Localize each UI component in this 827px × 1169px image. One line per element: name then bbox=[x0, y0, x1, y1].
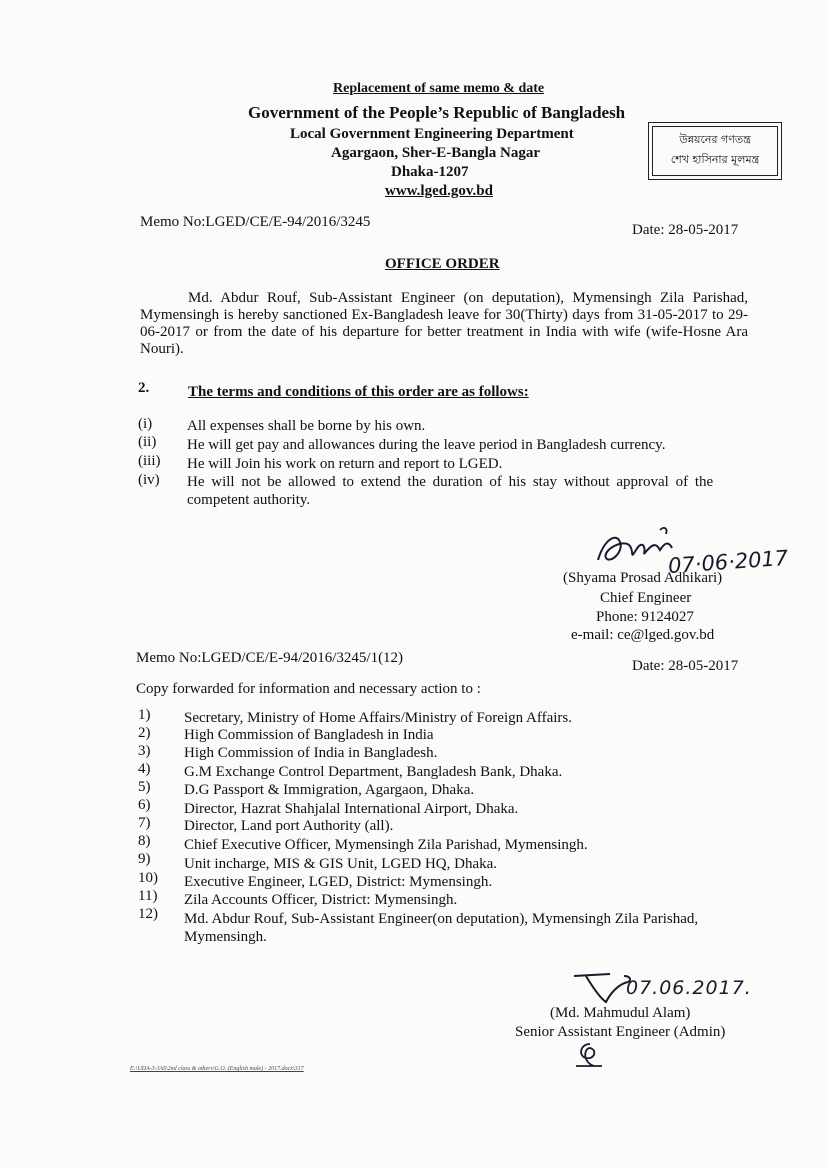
memo-number: Memo No:LGED/CE/E-94/2016/3245 bbox=[140, 214, 371, 230]
signatory-phone: Phone: 9124027 bbox=[596, 609, 694, 625]
term-num: (i) bbox=[138, 416, 153, 432]
copy-recipient: Secretary, Ministry of Home Affairs/Ministry of Foreign Affairs. bbox=[184, 710, 572, 726]
signatory2-name: (Md. Mahmudul Alam) bbox=[550, 1005, 691, 1021]
copy-num: 2) bbox=[138, 725, 151, 741]
copy-recipient: D.G Passport & Immigration, Agargaon, Dhaka. bbox=[184, 782, 475, 798]
copy-num: 7) bbox=[138, 815, 151, 831]
copy-recipient: Director, Hazrat Shahjalal International Airport, Dhaka. bbox=[184, 801, 519, 817]
copy-recipient: Executive Engineer, LGED, District: Mymensingh. bbox=[184, 874, 493, 890]
copy-num: 5) bbox=[138, 779, 151, 795]
government-title: Government of the People’s Republic of Bangladesh bbox=[248, 103, 626, 122]
memo2-date: Date: 28-05-2017 bbox=[632, 658, 739, 674]
term-text: All expenses shall be borne by his own. bbox=[187, 418, 426, 434]
copy-recipient: High Commission of India in Bangladesh. bbox=[184, 745, 438, 761]
copy-num: 11) bbox=[138, 888, 158, 904]
office-order-title: OFFICE ORDER bbox=[385, 256, 500, 272]
file-path-footer: E:\UDA-3-JAS\2nd class & others\G.O. (English male) - 2017.docx\317 bbox=[130, 1066, 304, 1072]
memo2-number: Memo No:LGED/CE/E-94/2016/3245/1(12) bbox=[136, 650, 404, 666]
terms-number: 2. bbox=[138, 380, 150, 396]
stamp-line-2: শেখ হাসিনার মূলমন্ত্র bbox=[670, 153, 760, 166]
copy-recipient: Zila Accounts Officer, District: Mymensingh. bbox=[184, 892, 458, 908]
department-name: Local Government Engineering Department bbox=[290, 126, 574, 142]
copy-num: 1) bbox=[138, 707, 151, 723]
stamp-line-1: উন্নয়নের গণতন্ত্র bbox=[679, 133, 751, 146]
department-address: Agargaon, Sher-E-Bangla Nagar bbox=[331, 145, 541, 161]
copy-recipient-continued: Mymensingh. bbox=[184, 929, 267, 945]
signatory-name: (Shyama Prosad Adhikari) bbox=[563, 570, 723, 586]
terms-heading: The terms and conditions of this order are as follows: bbox=[188, 384, 529, 400]
term-num: (iv) bbox=[138, 472, 160, 488]
office-order-paragraph: Md. Abdur Rouf, Sub-Assistant Engineer (on deputation), Mymensingh Zila Parishad, Mymensingh is hereby sanctioned Ex-Bangladesh leave for 30(Thirty) days from 31-05-2017 to 29-06-2017 or from the date of his departure for better treatment in India with wife (wife-Hosne Ara Nouri). bbox=[140, 290, 748, 357]
chief-engineer-handwritten-date: 07·06·2017 bbox=[667, 545, 789, 579]
copy-num: 8) bbox=[138, 833, 151, 849]
copy-recipient: G.M Exchange Control Department, Bangladesh Bank, Dhaka. bbox=[184, 764, 563, 780]
term-text: He will Join his work on return and report to LGED. bbox=[187, 456, 503, 472]
senior-engineer-handwritten-date: 07.06.2017. bbox=[626, 977, 752, 999]
term-text-continued: competent authority. bbox=[187, 492, 311, 508]
term-text: He will get pay and allowances during the leave period in Bangladesh currency. bbox=[187, 437, 666, 453]
copy-recipient: Director, Land port Authority (all). bbox=[184, 818, 394, 834]
motto-stamp bbox=[648, 122, 782, 180]
copy-intro: Copy forwarded for information and necessary action to : bbox=[136, 681, 481, 697]
copy-num: 9) bbox=[138, 851, 151, 867]
term-text: He will not be allowed to extend the duration of his stay without approval of the bbox=[187, 474, 714, 490]
initial-mark bbox=[572, 1040, 606, 1070]
department-city: Dhaka-1207 bbox=[391, 164, 469, 180]
term-num: (iii) bbox=[138, 453, 161, 469]
copy-num: 10) bbox=[138, 870, 158, 886]
signatory2-designation: Senior Assistant Engineer (Admin) bbox=[515, 1024, 726, 1040]
copy-recipient: Chief Executive Officer, Mymensingh Zila Parishad, Mymensingh. bbox=[184, 837, 588, 853]
copy-num: 12) bbox=[138, 906, 158, 922]
copy-num: 6) bbox=[138, 797, 151, 813]
copy-num: 4) bbox=[138, 761, 151, 777]
term-num: (ii) bbox=[138, 434, 157, 450]
memo-date: Date: 28-05-2017 bbox=[632, 222, 739, 238]
copy-recipient: Unit incharge, MIS & GIS Unit, LGED HQ, Dhaka. bbox=[184, 856, 498, 872]
copy-recipient: Md. Abdur Rouf, Sub-Assistant Engineer(on deputation), Mymensingh Zila Parishad, bbox=[184, 911, 699, 927]
replacement-note: Replacement of same memo & date bbox=[333, 81, 545, 96]
signatory-email[interactable]: e-mail: ce@lged.gov.bd bbox=[571, 627, 715, 643]
copy-recipient: High Commission of Bangladesh in India bbox=[184, 727, 434, 743]
website-link[interactable]: www.lged.gov.bd bbox=[385, 183, 493, 199]
copy-num: 3) bbox=[138, 743, 151, 759]
signatory-designation: Chief Engineer bbox=[600, 590, 692, 606]
